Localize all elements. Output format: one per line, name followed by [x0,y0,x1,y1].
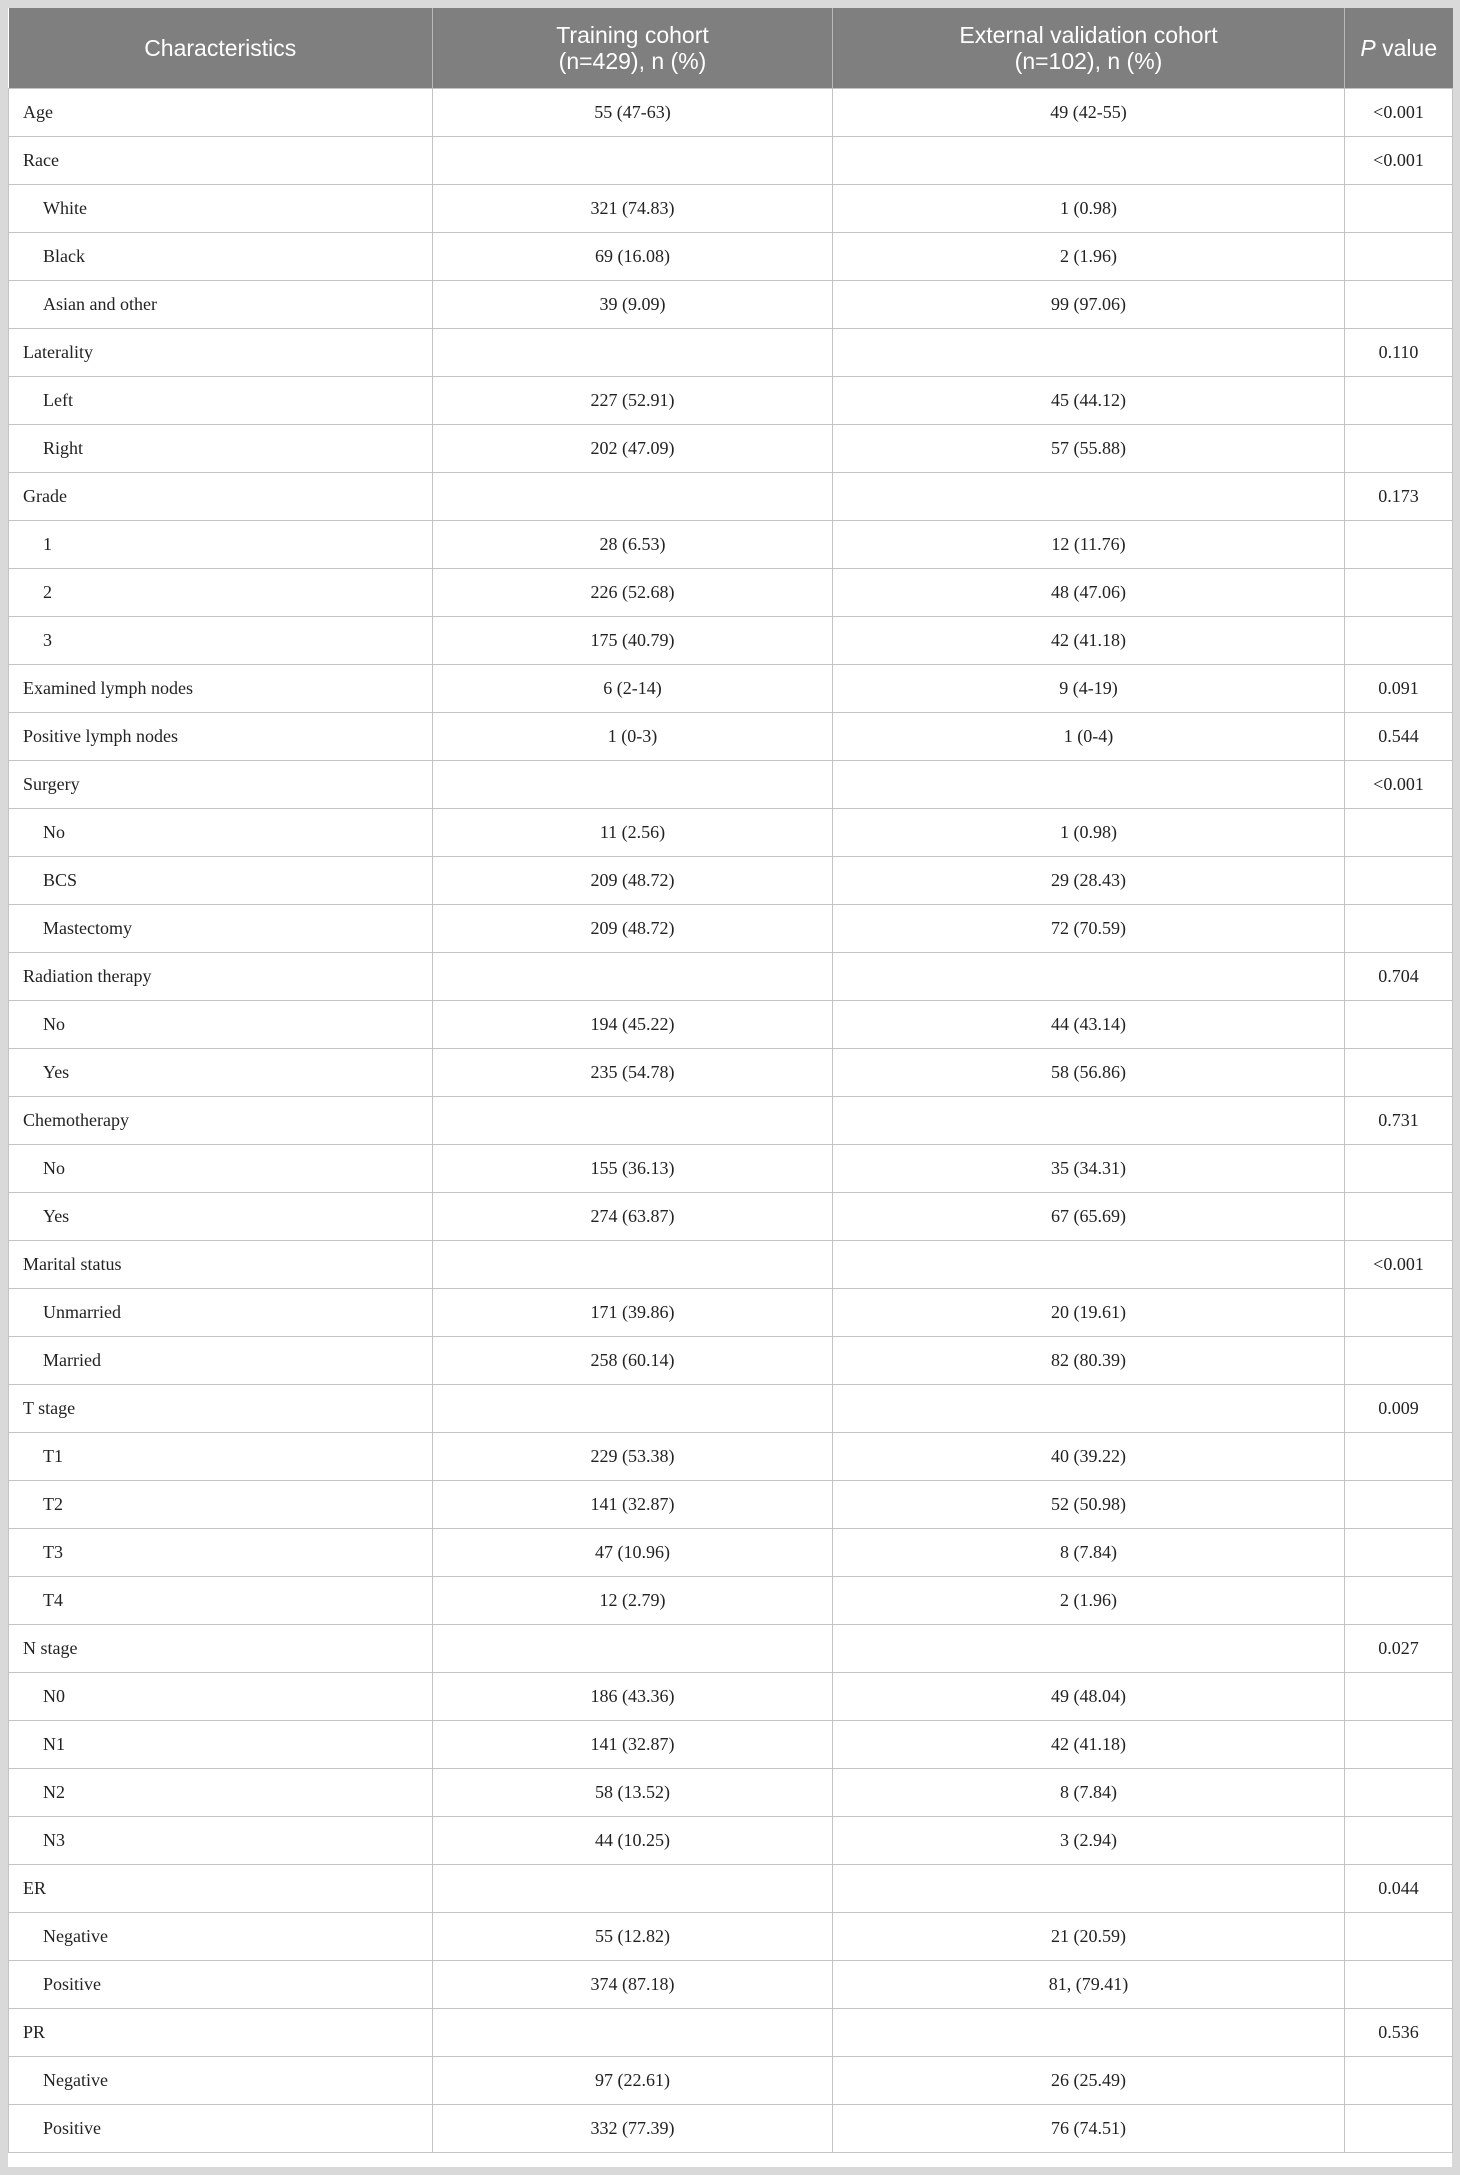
training-value: 47 (10.96) [433,1529,833,1577]
header-row [9,8,1453,89]
table-row [9,1961,1453,2009]
table-row [9,905,1453,953]
p-value [1345,2105,1453,2153]
p-value: 0.009 [1345,1385,1453,1433]
table-row [9,1241,1453,1289]
training-value: 226 (52.68) [433,569,833,617]
table-row [9,185,1453,233]
p-value: 0.731 [1345,1097,1453,1145]
training-value [433,1385,833,1433]
training-value [433,1241,833,1289]
validation-value: 67 (65.69) [833,1193,1345,1241]
row-label: Examined lymph nodes [9,665,433,713]
training-value: 39 (9.09) [433,281,833,329]
header-validation-subtitle: (n=102), n (%) [1014,48,1163,74]
table-row [9,425,1453,473]
training-value: 209 (48.72) [433,905,833,953]
p-value: <0.001 [1345,761,1453,809]
p-value [1345,1001,1453,1049]
validation-value: 42 (41.18) [833,617,1345,665]
table-row [9,377,1453,425]
training-value: 69 (16.08) [433,233,833,281]
table-row [9,1865,1453,1913]
table-row [9,1385,1453,1433]
p-value: 0.544 [1345,713,1453,761]
header-p-symbol: P [1360,35,1376,61]
validation-value: 29 (28.43) [833,857,1345,905]
row-label: Black [9,233,433,281]
training-value: 186 (43.36) [433,1673,833,1721]
training-value: 28 (6.53) [433,521,833,569]
training-value: 1 (0-3) [433,713,833,761]
row-label: White [9,185,433,233]
row-label: Married [9,1337,433,1385]
table-row [9,1193,1453,1241]
training-value: 209 (48.72) [433,857,833,905]
training-value: 55 (12.82) [433,1913,833,1961]
row-label: Unmarried [9,1289,433,1337]
training-value: 141 (32.87) [433,1481,833,1529]
table-row [9,1049,1453,1097]
header-characteristics-label: Characteristics [144,35,297,61]
p-value [1345,1721,1453,1769]
header-p-value-label: value [1375,35,1438,61]
row-label: T stage [9,1385,433,1433]
row-label: Negative [9,2057,433,2105]
table-row [9,1001,1453,1049]
training-value: 258 (60.14) [433,1337,833,1385]
p-value [1345,1049,1453,1097]
row-label: Race [9,137,433,185]
header-training-subtitle: (n=429), n (%) [558,48,707,74]
table-row [9,2009,1453,2057]
p-value [1345,1145,1453,1193]
p-value: 0.536 [1345,2009,1453,2057]
row-label: Positive [9,2105,433,2153]
row-label: No [9,809,433,857]
table-row [9,233,1453,281]
table-row [9,1097,1453,1145]
validation-value [833,137,1345,185]
training-value: 332 (77.39) [433,2105,833,2153]
row-label: 2 [9,569,433,617]
training-value: 97 (22.61) [433,2057,833,2105]
validation-value: 81, (79.41) [833,1961,1345,2009]
validation-value: 40 (39.22) [833,1433,1345,1481]
row-label: Positive [9,1961,433,2009]
training-value: 55 (47-63) [433,89,833,137]
validation-value [833,1625,1345,1673]
p-value [1345,1289,1453,1337]
training-value: 12 (2.79) [433,1577,833,1625]
header-p-value [1345,8,1453,89]
row-label: Yes [9,1193,433,1241]
row-label: N3 [9,1817,433,1865]
table-row [9,281,1453,329]
row-label: N0 [9,1673,433,1721]
validation-value: 82 (80.39) [833,1337,1345,1385]
table-row [9,1433,1453,1481]
validation-value [833,2009,1345,2057]
table-row [9,1673,1453,1721]
table-row [9,953,1453,1001]
p-value [1345,281,1453,329]
validation-value: 35 (34.31) [833,1145,1345,1193]
validation-value: 57 (55.88) [833,425,1345,473]
training-value: 374 (87.18) [433,1961,833,2009]
row-label: Age [9,89,433,137]
validation-value: 2 (1.96) [833,1577,1345,1625]
row-label: Chemotherapy [9,1097,433,1145]
row-label: Surgery [9,761,433,809]
table-row [9,137,1453,185]
validation-value [833,1865,1345,1913]
table-row [9,617,1453,665]
row-label: T2 [9,1481,433,1529]
validation-value: 8 (7.84) [833,1769,1345,1817]
p-value [1345,1961,1453,2009]
table-row [9,1577,1453,1625]
table-row [9,521,1453,569]
validation-value: 45 (44.12) [833,377,1345,425]
p-value [1345,617,1453,665]
p-value: 0.044 [1345,1865,1453,1913]
p-value [1345,425,1453,473]
training-value [433,329,833,377]
header-validation-title: External validation cohort [959,22,1218,48]
row-label: ER [9,1865,433,1913]
table-row [9,1337,1453,1385]
training-value: 58 (13.52) [433,1769,833,1817]
row-label: 1 [9,521,433,569]
p-value [1345,569,1453,617]
training-value [433,761,833,809]
training-value: 235 (54.78) [433,1049,833,1097]
table-row [9,473,1453,521]
row-label: Negative [9,1913,433,1961]
table-row [9,2057,1453,2105]
row-label: PR [9,2009,433,2057]
row-label: N1 [9,1721,433,1769]
training-value: 171 (39.86) [433,1289,833,1337]
validation-value: 76 (74.51) [833,2105,1345,2153]
row-label: T4 [9,1577,433,1625]
row-label: Yes [9,1049,433,1097]
row-label: Asian and other [9,281,433,329]
header-training-cohort [433,8,833,89]
p-value: 0.091 [1345,665,1453,713]
training-value: 274 (63.87) [433,1193,833,1241]
training-value [433,137,833,185]
row-label: Mastectomy [9,905,433,953]
table-row [9,89,1453,137]
row-label: 3 [9,617,433,665]
validation-value: 1 (0.98) [833,185,1345,233]
p-value [1345,1529,1453,1577]
row-label: T1 [9,1433,433,1481]
row-label: Radiation therapy [9,953,433,1001]
validation-value: 48 (47.06) [833,569,1345,617]
training-value: 227 (52.91) [433,377,833,425]
p-value [1345,1913,1453,1961]
table-row [9,809,1453,857]
header-validation-cohort [833,8,1345,89]
validation-value: 42 (41.18) [833,1721,1345,1769]
row-label: Grade [9,473,433,521]
training-value: 175 (40.79) [433,617,833,665]
p-value [1345,1577,1453,1625]
row-label: T3 [9,1529,433,1577]
p-value: 0.173 [1345,473,1453,521]
p-value [1345,1481,1453,1529]
validation-value: 20 (19.61) [833,1289,1345,1337]
p-value: <0.001 [1345,137,1453,185]
validation-value [833,329,1345,377]
table-row [9,713,1453,761]
training-value [433,473,833,521]
validation-value: 1 (0.98) [833,809,1345,857]
p-value: <0.001 [1345,89,1453,137]
validation-value: 8 (7.84) [833,1529,1345,1577]
table-row [9,1817,1453,1865]
p-value [1345,521,1453,569]
p-value [1345,233,1453,281]
validation-value: 21 (20.59) [833,1913,1345,1961]
validation-value: 12 (11.76) [833,521,1345,569]
p-value: 0.704 [1345,953,1453,1001]
table-body [9,89,1453,2153]
table-row [9,569,1453,617]
p-value [1345,185,1453,233]
table-row [9,1769,1453,1817]
header-training-title: Training cohort [556,22,709,48]
row-label: N stage [9,1625,433,1673]
p-value [1345,857,1453,905]
row-label: No [9,1145,433,1193]
p-value [1345,809,1453,857]
training-value [433,1865,833,1913]
characteristics-table [8,8,1453,2153]
validation-value: 49 (42-55) [833,89,1345,137]
training-value: 6 (2-14) [433,665,833,713]
validation-value: 44 (43.14) [833,1001,1345,1049]
validation-value [833,761,1345,809]
validation-value: 52 (50.98) [833,1481,1345,1529]
table-row [9,665,1453,713]
p-value [1345,1433,1453,1481]
training-value: 141 (32.87) [433,1721,833,1769]
training-value: 229 (53.38) [433,1433,833,1481]
table-row [9,2105,1453,2153]
table-frame [8,8,1452,2167]
row-label: Positive lymph nodes [9,713,433,761]
training-value: 11 (2.56) [433,809,833,857]
p-value: 0.110 [1345,329,1453,377]
training-value [433,953,833,1001]
validation-value [833,473,1345,521]
row-label: Left [9,377,433,425]
validation-value: 3 (2.94) [833,1817,1345,1865]
p-value [1345,1193,1453,1241]
table-row [9,1529,1453,1577]
row-label: BCS [9,857,433,905]
validation-value [833,1241,1345,1289]
table-row [9,329,1453,377]
training-value: 202 (47.09) [433,425,833,473]
validation-value: 9 (4-19) [833,665,1345,713]
table-header [9,8,1453,89]
p-value [1345,1817,1453,1865]
table-row [9,1625,1453,1673]
validation-value [833,1097,1345,1145]
table-row [9,761,1453,809]
p-value [1345,377,1453,425]
training-value: 321 (74.83) [433,185,833,233]
table-row [9,1289,1453,1337]
p-value [1345,1337,1453,1385]
validation-value: 1 (0-4) [833,713,1345,761]
row-label: No [9,1001,433,1049]
table-row [9,857,1453,905]
validation-value [833,1385,1345,1433]
training-value: 44 (10.25) [433,1817,833,1865]
validation-value: 99 (97.06) [833,281,1345,329]
training-value [433,1625,833,1673]
p-value [1345,2057,1453,2105]
row-label: Right [9,425,433,473]
training-value: 155 (36.13) [433,1145,833,1193]
p-value: <0.001 [1345,1241,1453,1289]
validation-value: 2 (1.96) [833,233,1345,281]
validation-value [833,953,1345,1001]
training-value: 194 (45.22) [433,1001,833,1049]
p-value: 0.027 [1345,1625,1453,1673]
validation-value: 58 (56.86) [833,1049,1345,1097]
training-value [433,2009,833,2057]
row-label: N2 [9,1769,433,1817]
validation-value: 49 (48.04) [833,1673,1345,1721]
p-value [1345,1673,1453,1721]
validation-value: 72 (70.59) [833,905,1345,953]
table-row [9,1481,1453,1529]
training-value [433,1097,833,1145]
validation-value: 26 (25.49) [833,2057,1345,2105]
table-row [9,1721,1453,1769]
header-characteristics [9,8,433,89]
row-label: Laterality [9,329,433,377]
table-row [9,1913,1453,1961]
p-value [1345,1769,1453,1817]
table-row [9,1145,1453,1193]
p-value [1345,905,1453,953]
row-label: Marital status [9,1241,433,1289]
